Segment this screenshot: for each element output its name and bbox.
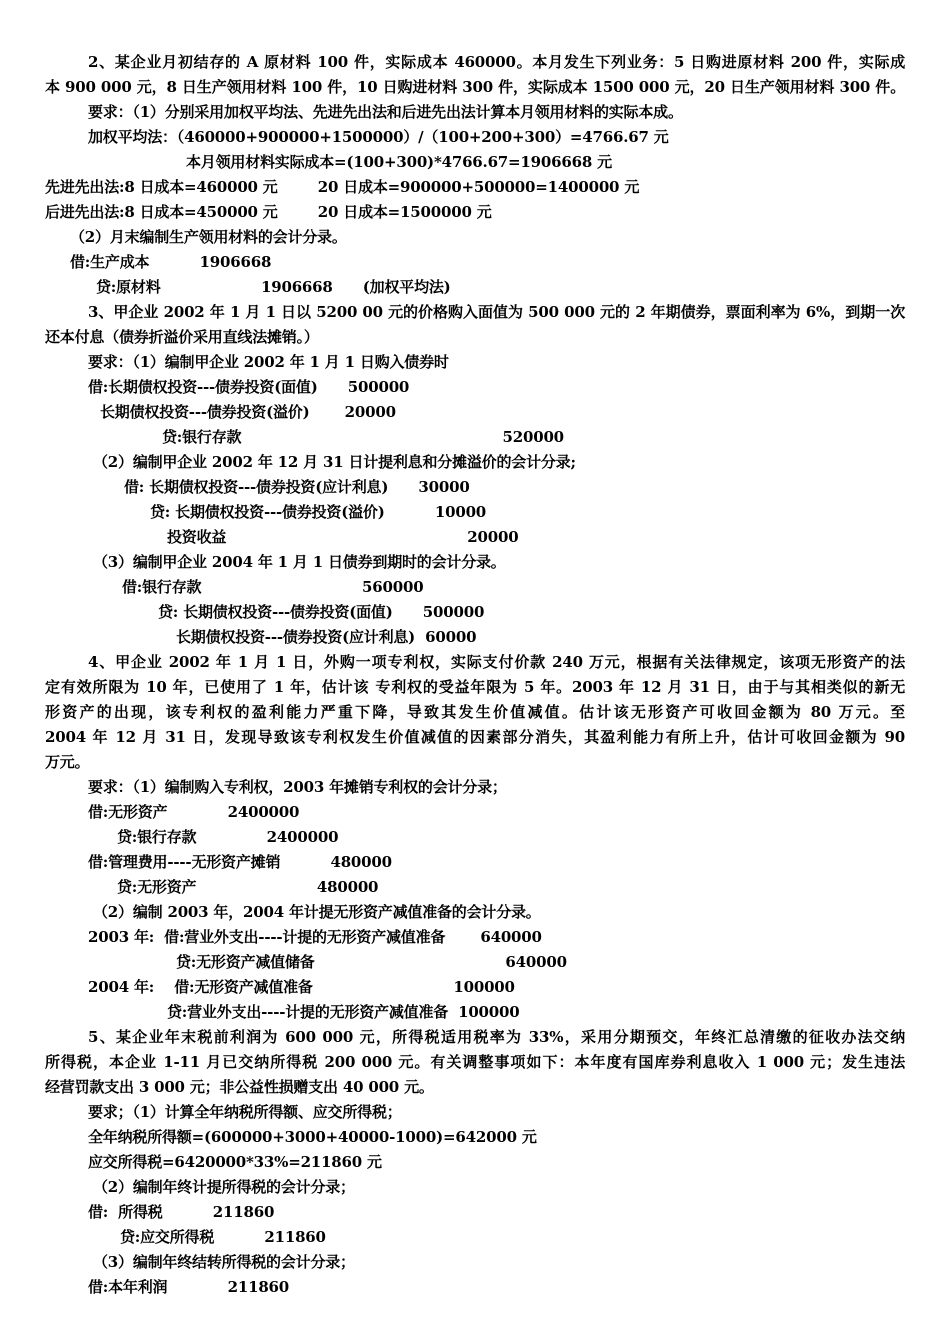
text-line: 2003 年: 借:营业外支出----计提的无形资产减值准备 640000 (88, 928, 542, 946)
text-line: 长期债权投资---债券投资(溢价) 20000 (100, 403, 396, 421)
text-line: 还本付息（债券折溢价采用直线法摊销。） (45, 328, 319, 346)
text-line: 2、某企业月初结存的 A 原材料 100 件，实际成本 460000。本月发生下列业务：5 日购进原材料 200 件，实际成 (88, 53, 905, 71)
text-line: 贷: 长期债权投资---债券投资(面值) 500000 (158, 603, 485, 621)
text-line: 借:管理费用----无形资产摊销 480000 (88, 853, 392, 871)
text-line: 所得税，本企业 1-11 月已交纳所得税 200 000 元。有关调整事项如下：本年度有国库券利息收入 1 000 元；发生违法 (45, 1053, 905, 1071)
text-line: 借:长期债权投资---债券投资(面值) 500000 (88, 378, 410, 396)
text-line: 贷:无形资产 480000 (117, 878, 379, 896)
text-line: 贷:原材料 1906668 (加权平均法) (96, 278, 451, 296)
text-line: （3）编制年终结转所得税的会计分录； (93, 1253, 355, 1271)
text-line: 贷:银行存款 2400000 (117, 828, 339, 846)
text-line: 要求：（1）编制甲企业 2002 年 1 月 1 日购入债券时 (88, 353, 449, 371)
text-line: 借:本年利润 211860 (88, 1278, 290, 1296)
text-line: 本月领用材料实际成本=(100+300)*4766.67=1906668 元 (186, 153, 612, 171)
text-line: 形资产的出现，该专利权的盈利能力严重下降，导致其发生价值减值。估计该无形资产可收回金额为 80 万元。至 (45, 703, 905, 721)
text-line: （2）编制年终计提所得税的会计分录； (93, 1178, 355, 1196)
text-line: 2004 年 12 月 31 日，发现导致该专利权发生价值减值的因素部分消失，其盈利能力有所上升，估计可收回金额为 90 (45, 728, 905, 746)
text-line: 长期债权投资---债券投资(应计利息) 60000 (176, 628, 477, 646)
text-line: 贷: 长期债权投资---债券投资(溢价) 10000 (150, 503, 487, 521)
text-line: 经营罚款支出 3 000 元；非公益性损赠支出 40 000 元。 (45, 1078, 434, 1096)
text-line: 加权平均法：（460000+900000+1500000）/（100+200+300）=4766.67 元 (88, 128, 669, 146)
text-line: 全年纳税所得额=(600000+3000+40000-1000)=642000 元 (88, 1128, 537, 1146)
text-line: 借:生产成本 1906668 (70, 253, 272, 271)
text-line: 借:无形资产 2400000 (88, 803, 300, 821)
text-line: 投资收益 20000 (167, 528, 519, 546)
text-line: 2004 年: 借:无形资产减值准备 100000 (88, 978, 515, 996)
text-line: 万元。 (45, 753, 90, 771)
text-line: 贷:营业外支出----计提的无形资产减值准备 100000 (167, 1003, 520, 1021)
text-line: 本 900 000 元，8 日生产领用材料 100 件，10 日购进材料 300 件，实际成本 1500 000 元，20 日生产领用材料 300 件。 (45, 78, 905, 96)
text-line: 要求：（1）编制购入专利权，2003 年摊销专利权的会计分录； (88, 778, 507, 796)
text-line: 借: 长期债权投资---债券投资(应计利息) 30000 (124, 478, 470, 496)
text-line: 先进先出法:8 日成本=460000 元 20 日成本=900000+500000=1400000 元 (45, 178, 640, 196)
text-line: 要求：（1）分别采用加权平均法、先进先出法和后进先出法计算本月领用材料的实际本成。 (88, 103, 683, 121)
text-line: 应交所得税=6420000*33%=211860 元 (88, 1153, 382, 1171)
text-line: （2）月末编制生产领用材料的会计分录。 (70, 228, 347, 246)
text-line: 借: 所得税 211860 (88, 1203, 275, 1221)
text-line: 贷:无形资产减值储备 640000 (176, 953, 567, 971)
text-line: 贷:银行存款 520000 (162, 428, 564, 446)
text-line: 后进先出法:8 日成本=450000 元 20 日成本=1500000 元 (45, 203, 492, 221)
text-line: 贷:应交所得税 211860 (120, 1228, 326, 1246)
text-line: 要求；（1）计算全年纳税所得额、应交所得税； (88, 1103, 402, 1121)
text-line: （3）编制甲企业 2004 年 1 月 1 日债券到期时的会计分录。 (93, 553, 506, 571)
text-line: 定有效所限为 10 年，已使用了 1 年，估计该 专利权的受益年限为 5 年。2003 年 12 月 31 日，由于与其相类似的新无 (45, 678, 905, 696)
text-line: （2）编制 2003 年，2004 年计提无形资产减值准备的会计分录。 (93, 903, 541, 921)
text-line: 5、某企业年末税前利润为 600 000 元，所得税适用税率为 33%，采用分期预交，年终汇总清缴的征收办法交纳 (88, 1028, 905, 1046)
text-line: （2）编制甲企业 2002 年 12 月 31 日计提利息和分摊溢价的会计分录; (93, 453, 576, 471)
text-line: 4、甲企业 2002 年 1 月 1 日，外购一项专利权，实际支付价款 240 万元，根据有关法律规定，该项无形资产的法 (88, 653, 905, 671)
text-line: 借:银行存款 560000 (122, 578, 424, 596)
text-line: 3、甲企业 2002 年 1 月 1 日以 5200 00 元的价格购入面值为 500 000 元的 2 年期债券，票面利率为 6%，到期一次 (88, 303, 905, 321)
